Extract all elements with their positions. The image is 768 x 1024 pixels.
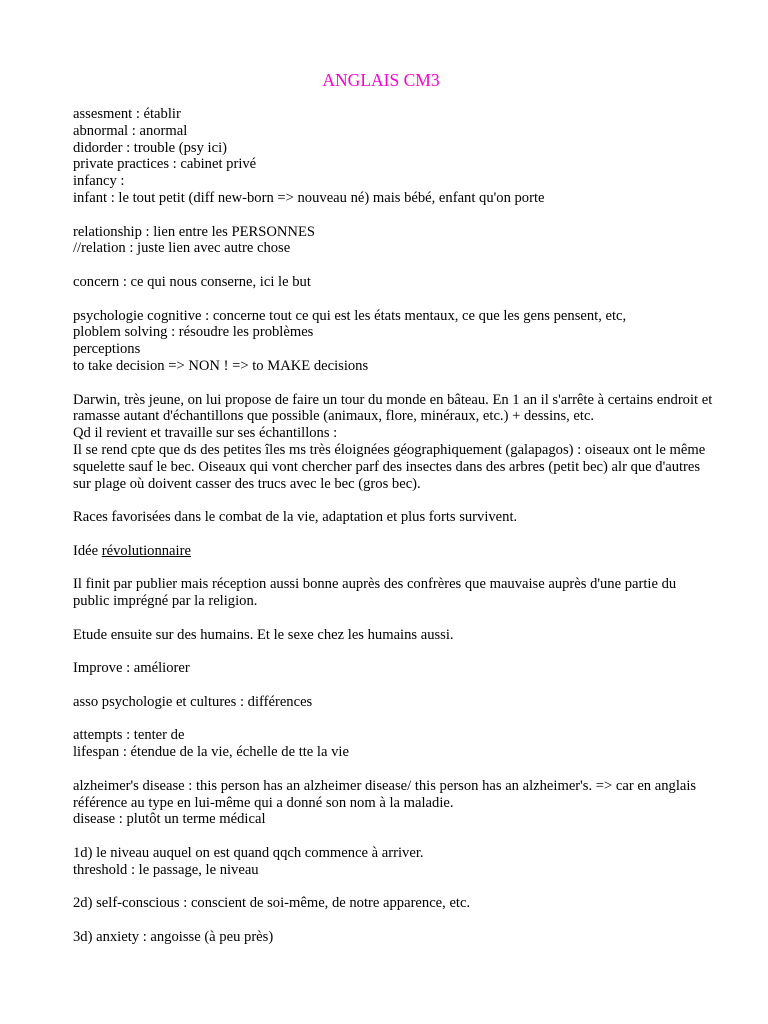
paragraph-spacer (73, 879, 713, 896)
paragraph-spacer (73, 375, 713, 392)
note-line-private-practices: private practices : cabinet privé (73, 156, 257, 173)
document-body (73, 106, 713, 946)
note-line-abnormal: abnormal : anormal (73, 122, 188, 139)
paragraph-spacer (73, 526, 713, 543)
paragraph-publication: Il finit par publier mais réception aussi bonne auprès des confrères que mauvaise auprès d'une partie du public imprégné par la religion. (73, 576, 677, 610)
paragraph-spacer (73, 711, 713, 728)
document-title: ANGLAIS CM3 (322, 70, 440, 90)
idee-label: Idée (73, 542, 102, 559)
paragraph-spacer (73, 291, 713, 308)
note-line-problem-solving: ploblem solving : résoudre les problèmes (73, 324, 314, 341)
paragraph-spacer (73, 610, 713, 627)
paragraph-spacer (73, 560, 713, 577)
note-line-infant: infant : le tout petit (diff new-born => nouveau né) mais bébé, enfant qu'on porte (73, 189, 545, 206)
paragraph-spacer (73, 828, 713, 845)
note-line-relationship: relationship : lien entre les PERSONNES (73, 223, 315, 240)
paragraph-galapagos: Il se rend cpte que ds des petites îles ms très éloignées géographiquement (galapagos) : oiseaux ont le même squelette sauf le bec. Oiseaux qui vont chercher parf des insectes dans des arbres (petit bec) alr que d'autres sur plage où doivent casser des trucs avec le bec (gros bec). (73, 441, 706, 492)
paragraph-spacer (73, 492, 713, 509)
note-line-didorder: didorder : trouble (psy ici) (73, 139, 228, 156)
note-line-psychologie-cognitive: psychologie cognitive : concerne tout ce qui est les états mentaux, ce que les gens pensent, etc, (73, 307, 627, 324)
revolutionnaire-underlined: révolutionnaire (101, 542, 191, 559)
note-line-perceptions: perceptions (73, 341, 141, 358)
note-line-relation: //relation : juste lien avec autre chose (73, 240, 291, 257)
note-line-lifespan: lifespan : étendue de la vie, échelle de tte la vie (73, 744, 349, 761)
note-line-disease: disease : plutôt un terme médical (73, 811, 266, 828)
note-line-races-favorisees: Races favorisées dans le combat de la vie, adaptation et plus forts survivent. (73, 509, 518, 526)
paragraph-spacer (73, 257, 713, 274)
note-line-etude-humains: Etude ensuite sur des humains. Et le sexe chez les humains aussi. (73, 626, 454, 643)
paragraph-spacer (73, 644, 713, 661)
note-line-infancy: infancy : (73, 173, 125, 190)
note-line-concern: concern : ce qui nous conserne, ici le but (73, 273, 311, 290)
note-line-echantillons: Qd il revient et travaille sur ses échantillons : (73, 425, 338, 442)
paragraph-alzheimer: alzheimer's disease : this person has an alzheimer disease/ this person has an alzheimer's. => car en anglais référence au type en lui-même qui a donné son nom à la maladie. (73, 777, 697, 811)
paragraph-spacer (73, 912, 713, 929)
paragraph-spacer (73, 677, 713, 694)
note-line-3d: 3d) anxiety : angoisse (à peu près) (73, 929, 274, 946)
note-line-1d: 1d) le niveau auquel on est quand qqch commence à arriver. (73, 845, 424, 862)
note-line-make-decisions: to take decision => NON ! => to MAKE decisions (73, 357, 369, 374)
note-line-asso-psychologie: asso psychologie et cultures : différences (73, 693, 313, 710)
paragraph-darwin-voyage: Darwin, très jeune, on lui propose de faire un tour du monde en bâteau. En 1 an il s'arrête à certains endroit et ramasse autant d'échantillons que possible (animaux, flore, minéraux, etc.) + dessins, etc. (73, 391, 713, 425)
paragraph-spacer (73, 207, 713, 224)
note-line-attempts: attempts : tenter de (73, 727, 185, 744)
note-line-improve: Improve : améliorer (73, 660, 190, 677)
note-line-idee-revolutionnaire (73, 543, 713, 560)
paragraph-spacer (73, 761, 713, 778)
note-line-threshold: threshold : le passage, le niveau (73, 861, 259, 878)
note-line-assesment: assesment : établir (73, 106, 181, 122)
note-line-2d: 2d) self-conscious : conscient de soi-même, de notre apparence, etc. (73, 895, 471, 912)
